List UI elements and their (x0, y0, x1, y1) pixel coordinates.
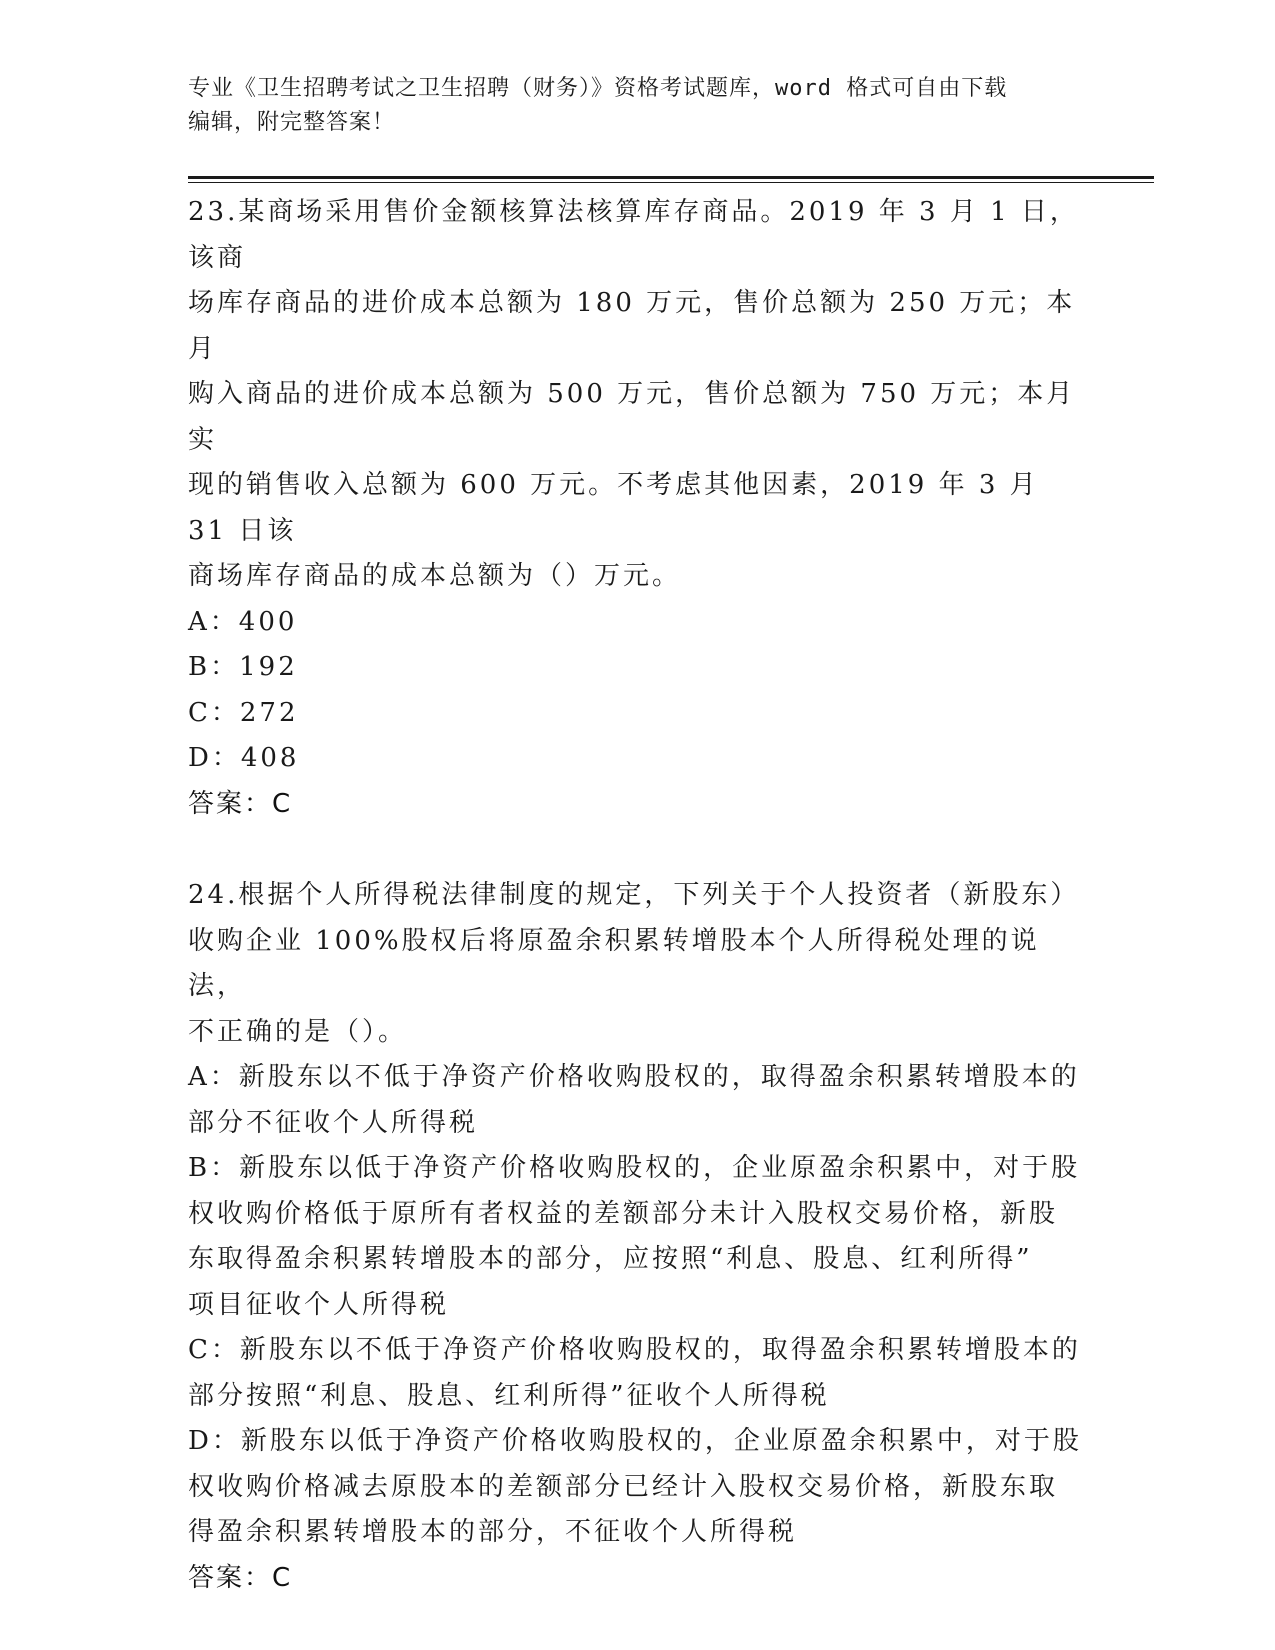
header-divider (188, 176, 1154, 179)
document-header (188, 72, 1068, 140)
question-line: 23.某商场采用售价金额核算法核算库存商品。2019 年 3 月 1 日，该商 (188, 197, 1079, 273)
option-d-line: 权收购价格减去原股本的差额部分已经计入股权交易价格，新股东取 (188, 1471, 1059, 1502)
question-line: 购入商品的进价成本总额为 500 万元，售价总额为 750 万元；本月实 (188, 379, 1076, 455)
option-d-line: 得盈余积累转增股本的部分，不征收个人所得税 (188, 1517, 798, 1547)
answer-line: 答案：C (188, 788, 293, 819)
option-a-line: A：新股东以不低于净资产价格收购股权的，取得盈余积累转增股本的 (188, 1062, 1080, 1092)
option-a-line: 部分不征收个人所得税 (188, 1107, 479, 1138)
option-d-line: D：新股东以低于净资产价格收购股权的，企业原盈余积累中，对于股 (188, 1426, 1082, 1456)
option-b-line: 权收购价格低于原所有者权益的差额部分未计入股权交易价格，新股 (188, 1198, 1059, 1229)
answer-line: 答案：C (188, 1562, 293, 1593)
option-b-line: 项目征收个人所得税 (188, 1289, 450, 1320)
question-spacer (188, 827, 1088, 873)
question-list (188, 190, 1088, 1601)
question-line: 收购企业 100%股权后将原盈余积累转增股本个人所得税处理的说法， (188, 925, 1040, 1001)
question-line: 24.根据个人所得税法律制度的规定，下列关于个人投资者（新股东） (188, 880, 1080, 910)
option-b-line: 东取得盈余积累转增股本的部分，应按照“利息、股息、红利所得” (188, 1244, 1033, 1274)
option-b: B：192 (188, 652, 298, 682)
question-line: 现的销售收入总额为 600 万元。不考虑其他因素，2019 年 3 月 31 日该 (188, 470, 1039, 546)
option-d: D：408 (188, 743, 300, 773)
question-line: 不正确的是（）。 (188, 1016, 408, 1047)
option-b-line: B：新股东以低于净资产价格收购股权的，企业原盈余积累中，对于股 (188, 1153, 1081, 1183)
header-divider-thin (188, 182, 1154, 183)
question-23 (188, 190, 1088, 827)
header-line: 编辑，附完整答案！ (188, 110, 396, 135)
option-c-line: C：新股东以不低于净资产价格收购股权的，取得盈余积累转增股本的 (188, 1335, 1081, 1365)
option-a: A：400 (188, 606, 298, 637)
option-c: C：272 (188, 697, 299, 728)
question-line: 商场库存商品的成本总额为（）万元。 (188, 561, 682, 591)
question-24 (188, 873, 1088, 1601)
option-c-line: 部分按照“利息、股息、红利所得”征收个人所得税 (188, 1380, 830, 1411)
header-line: 专业《卫生招聘考试之卫生招聘（财务）》资格考试题库，word 格式可自由下载 (188, 76, 1008, 101)
question-line: 场库存商品的进价成本总额为 180 万元，售价总额为 250 万元；本月 (188, 288, 1076, 364)
